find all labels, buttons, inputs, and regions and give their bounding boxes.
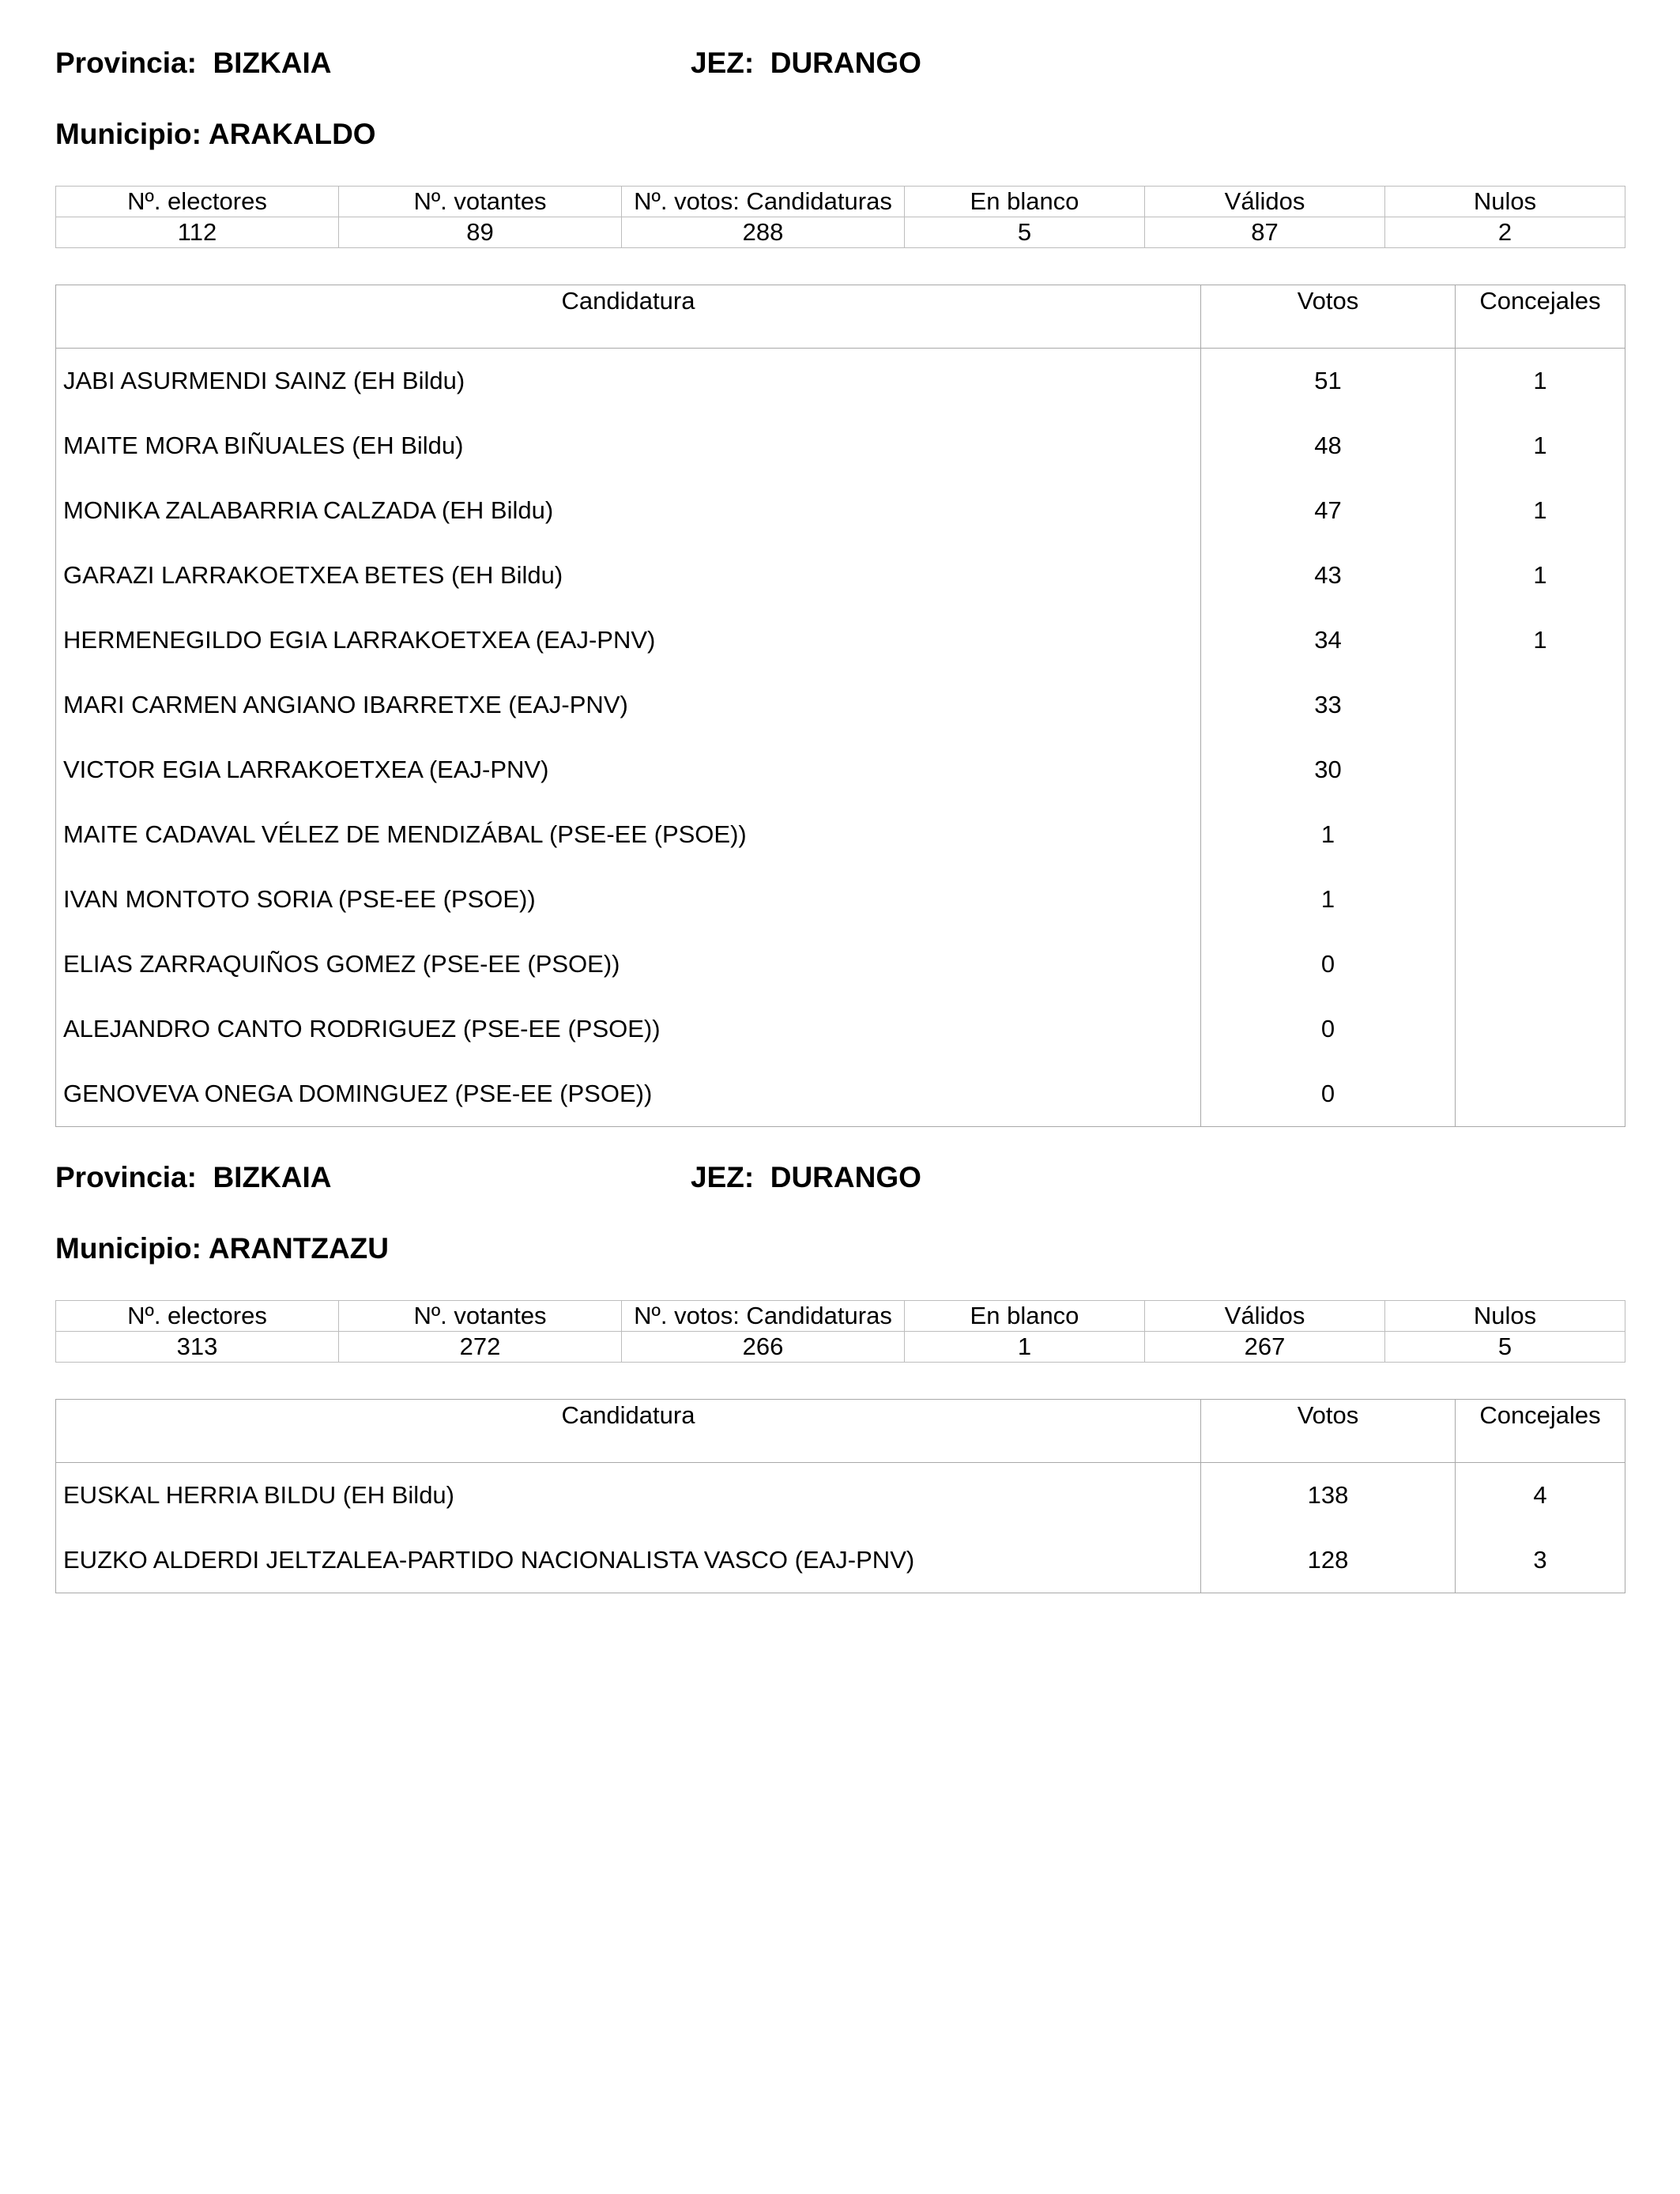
votos-header: Votos <box>1201 285 1456 349</box>
candidate-concejales <box>1456 932 1625 997</box>
summary-value-cell: 112 <box>56 217 339 248</box>
summary-value-cell: 272 <box>339 1332 622 1363</box>
candidate-concejales: 1 <box>1456 413 1625 478</box>
candidate-votes: 47 <box>1201 478 1456 543</box>
summary-header-cell: En blanco <box>905 187 1145 217</box>
summary-header-row <box>56 187 1625 217</box>
summary-header-cell: Nº. votantes <box>339 1301 622 1332</box>
candidate-name: HERMENEGILDO EGIA LARRAKOETXEA (EAJ-PNV) <box>56 608 1201 673</box>
candidate-votes: 48 <box>1201 413 1456 478</box>
candidates-table <box>55 1399 1625 1593</box>
candidate-votes: 0 <box>1201 1061 1456 1127</box>
summary-header-cell: Válidos <box>1145 1301 1385 1332</box>
summary-value-cell: 267 <box>1145 1332 1385 1363</box>
summary-value-cell: 5 <box>905 217 1145 248</box>
candidate-concejales <box>1456 997 1625 1061</box>
candidate-concejales: 1 <box>1456 543 1625 608</box>
candidate-concejales <box>1456 867 1625 932</box>
candidates-header-row <box>56 1400 1625 1463</box>
summary-header-cell: Válidos <box>1145 187 1385 217</box>
candidate-name: GARAZI LARRAKOETXEA BETES (EH Bildu) <box>56 543 1201 608</box>
votos-header: Votos <box>1201 1400 1456 1463</box>
summary-value-cell: 5 <box>1385 1332 1625 1363</box>
summary-table <box>55 1300 1625 1363</box>
candidate-name: EUSKAL HERRIA BILDU (EH Bildu) <box>56 1463 1201 1529</box>
table-row <box>56 867 1625 932</box>
candidate-name: ALEJANDRO CANTO RODRIGUEZ (PSE-EE (PSOE)) <box>56 997 1201 1061</box>
candidate-votes: 138 <box>1201 1463 1456 1529</box>
candidate-votes: 1 <box>1201 867 1456 932</box>
municipality-section <box>55 46 1625 1107</box>
summary-header-cell: Nulos <box>1385 187 1625 217</box>
candidate-votes: 43 <box>1201 543 1456 608</box>
candidate-name: MAITE MORA BIÑUALES (EH Bildu) <box>56 413 1201 478</box>
summary-header-cell: Nº. electores <box>56 187 339 217</box>
jez-heading: JEZ: DURANGO <box>691 47 921 79</box>
table-row <box>56 737 1625 802</box>
table-row <box>56 802 1625 867</box>
candidate-concejales: 1 <box>1456 478 1625 543</box>
summary-value-cell: 266 <box>622 1332 905 1363</box>
candidate-name: VICTOR EGIA LARRAKOETXEA (EAJ-PNV) <box>56 737 1201 802</box>
candidate-name: MONIKA ZALABARRIA CALZADA (EH Bildu) <box>56 478 1201 543</box>
candidate-votes: 1 <box>1201 802 1456 867</box>
candidate-name: IVAN MONTOTO SORIA (PSE-EE (PSOE)) <box>56 867 1201 932</box>
summary-value-cell: 313 <box>56 1332 339 1363</box>
summary-header-cell: Nº. electores <box>56 1301 339 1332</box>
table-row <box>56 1061 1625 1127</box>
table-row <box>56 997 1625 1061</box>
candidate-concejales <box>1456 673 1625 737</box>
municipio-heading: Municipio: ARAKALDO <box>55 118 376 150</box>
table-row <box>56 1463 1625 1529</box>
concejales-header: Concejales <box>1456 285 1625 349</box>
candidate-votes: 0 <box>1201 997 1456 1061</box>
table-row <box>56 413 1625 478</box>
candidate-concejales: 1 <box>1456 349 1625 414</box>
candidate-name: MAITE CADAVAL VÉLEZ DE MENDIZÁBAL (PSE-EE (PSOE)) <box>56 802 1201 867</box>
candidate-concejales: 3 <box>1456 1528 1625 1593</box>
summary-header-row <box>56 1301 1625 1332</box>
candidate-concejales <box>1456 737 1625 802</box>
summary-value-row <box>56 217 1625 248</box>
candidatura-header: Candidatura <box>56 1400 1201 1463</box>
candidate-concejales <box>1456 1061 1625 1127</box>
summary-header-cell: Nulos <box>1385 1301 1625 1332</box>
candidate-votes: 33 <box>1201 673 1456 737</box>
candidate-name: JABI ASURMENDI SAINZ (EH Bildu) <box>56 349 1201 414</box>
summary-value-row <box>56 1332 1625 1363</box>
summary-table <box>55 186 1625 248</box>
candidates-table <box>55 285 1625 1127</box>
candidate-votes: 51 <box>1201 349 1456 414</box>
candidate-name: GENOVEVA ONEGA DOMINGUEZ (PSE-EE (PSOE)) <box>56 1061 1201 1127</box>
candidate-votes: 0 <box>1201 932 1456 997</box>
provincia-heading: Provincia: BIZKAIA <box>55 47 332 79</box>
municipio-heading: Municipio: ARANTZAZU <box>55 1232 389 1265</box>
candidatura-header: Candidatura <box>56 285 1201 349</box>
candidate-name: ELIAS ZARRAQUIÑOS GOMEZ (PSE-EE (PSOE)) <box>56 932 1201 997</box>
summary-header-cell: En blanco <box>905 1301 1145 1332</box>
table-row <box>56 1528 1625 1593</box>
candidate-concejales: 1 <box>1456 608 1625 673</box>
table-row <box>56 349 1625 414</box>
candidates-header-row <box>56 285 1625 349</box>
summary-value-cell: 89 <box>339 217 622 248</box>
table-row <box>56 932 1625 997</box>
candidate-name: MARI CARMEN ANGIANO IBARRETXE (EAJ-PNV) <box>56 673 1201 737</box>
jez-heading: JEZ: DURANGO <box>691 1161 921 1193</box>
table-row <box>56 478 1625 543</box>
table-row <box>56 673 1625 737</box>
summary-header-cell: Nº. votos: Candidaturas <box>622 1301 905 1332</box>
summary-header-cell: Nº. votantes <box>339 187 622 217</box>
municipality-section <box>55 1160 1625 1951</box>
candidate-concejales: 4 <box>1456 1463 1625 1529</box>
summary-value-cell: 1 <box>905 1332 1145 1363</box>
candidate-votes: 128 <box>1201 1528 1456 1593</box>
table-row <box>56 608 1625 673</box>
summary-value-cell: 2 <box>1385 217 1625 248</box>
summary-value-cell: 87 <box>1145 217 1385 248</box>
summary-header-cell: Nº. votos: Candidaturas <box>622 187 905 217</box>
candidate-concejales <box>1456 802 1625 867</box>
candidate-name: EUZKO ALDERDI JELTZALEA-PARTIDO NACIONALISTA VASCO (EAJ-PNV) <box>56 1528 1201 1593</box>
summary-value-cell: 288 <box>622 217 905 248</box>
provincia-heading: Provincia: BIZKAIA <box>55 1161 332 1193</box>
candidate-votes: 30 <box>1201 737 1456 802</box>
table-row <box>56 543 1625 608</box>
concejales-header: Concejales <box>1456 1400 1625 1463</box>
candidate-votes: 34 <box>1201 608 1456 673</box>
